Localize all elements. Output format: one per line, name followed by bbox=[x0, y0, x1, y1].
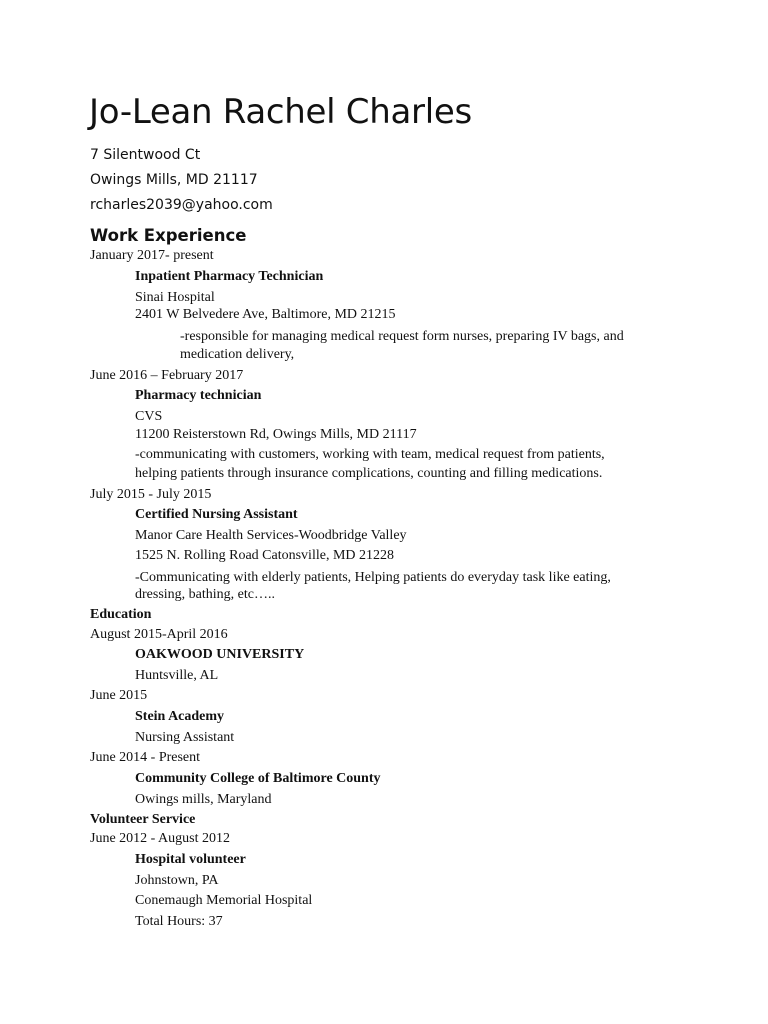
education-2-detail: Nursing Assistant bbox=[135, 730, 235, 745]
education-1-dates: August 2015-April 2016 bbox=[90, 627, 228, 642]
job-2-title: Pharmacy technician bbox=[135, 388, 262, 403]
education-1-school: OAKWOOD UNIVERSITY bbox=[135, 647, 305, 662]
job-2-description-line-2: helping patients through insurance complications, counting and filling medications. bbox=[135, 466, 603, 481]
job-2-dates: June 2016 – February 2017 bbox=[90, 368, 244, 383]
education-3-detail: Owings mills, Maryland bbox=[135, 792, 272, 807]
job-2-description-line-1: -communicating with customers, working with team, medical request from patients, bbox=[135, 447, 605, 462]
volunteer-total-hours: Total Hours: 37 bbox=[135, 914, 223, 929]
address-line-2: Owings Mills, MD 21117 bbox=[90, 172, 258, 188]
education-heading: Education bbox=[90, 607, 152, 622]
volunteer-organization: Conemaugh Memorial Hospital bbox=[135, 893, 313, 908]
education-1-detail: Huntsville, AL bbox=[135, 668, 219, 683]
job-1-description-line-2: medication delivery, bbox=[180, 347, 295, 362]
education-3-dates: June 2014 - Present bbox=[90, 750, 201, 765]
job-1-title: Inpatient Pharmacy Technician bbox=[135, 269, 324, 284]
education-3-school: Community College of Baltimore County bbox=[135, 771, 381, 786]
volunteer-location: Johnstown, PA bbox=[135, 873, 219, 888]
education-2-school: Stein Academy bbox=[135, 709, 225, 724]
applicant-name: Jo-Lean Rachel Charles bbox=[89, 92, 472, 132]
job-1-employer: Sinai Hospital bbox=[135, 290, 215, 305]
address-line-1: 7 Silentwood Ct bbox=[90, 147, 201, 163]
job-1-address: 2401 W Belvedere Ave, Baltimore, MD 21215 bbox=[135, 307, 396, 322]
job-2-address: 11200 Reisterstown Rd, Owings Mills, MD 21117 bbox=[135, 427, 417, 442]
job-3-description-line-2: dressing, bathing, etc….. bbox=[135, 587, 275, 602]
job-3-title: Certified Nursing Assistant bbox=[135, 507, 298, 522]
job-1-dates: January 2017- present bbox=[90, 248, 214, 263]
job-1-description-line-1: -responsible for managing medical request form nurses, preparing IV bags, and bbox=[180, 329, 624, 344]
job-3-employer: Manor Care Health Services-Woodbridge Valley bbox=[135, 528, 407, 543]
email-address: rcharles2039@yahoo.com bbox=[90, 197, 273, 213]
job-3-dates: July 2015 - July 2015 bbox=[90, 487, 212, 502]
work-experience-heading: Work Experience bbox=[90, 226, 247, 245]
volunteer-role: Hospital volunteer bbox=[135, 852, 246, 867]
volunteer-heading: Volunteer Service bbox=[90, 812, 196, 827]
education-2-dates: June 2015 bbox=[90, 688, 148, 703]
job-2-employer: CVS bbox=[135, 409, 163, 424]
job-3-description-line-1: -Communicating with elderly patients, Helping patients do everyday task like eating, bbox=[135, 570, 611, 585]
job-3-address: 1525 N. Rolling Road Catonsville, MD 21228 bbox=[135, 548, 394, 563]
volunteer-dates: June 2012 - August 2012 bbox=[90, 831, 230, 846]
